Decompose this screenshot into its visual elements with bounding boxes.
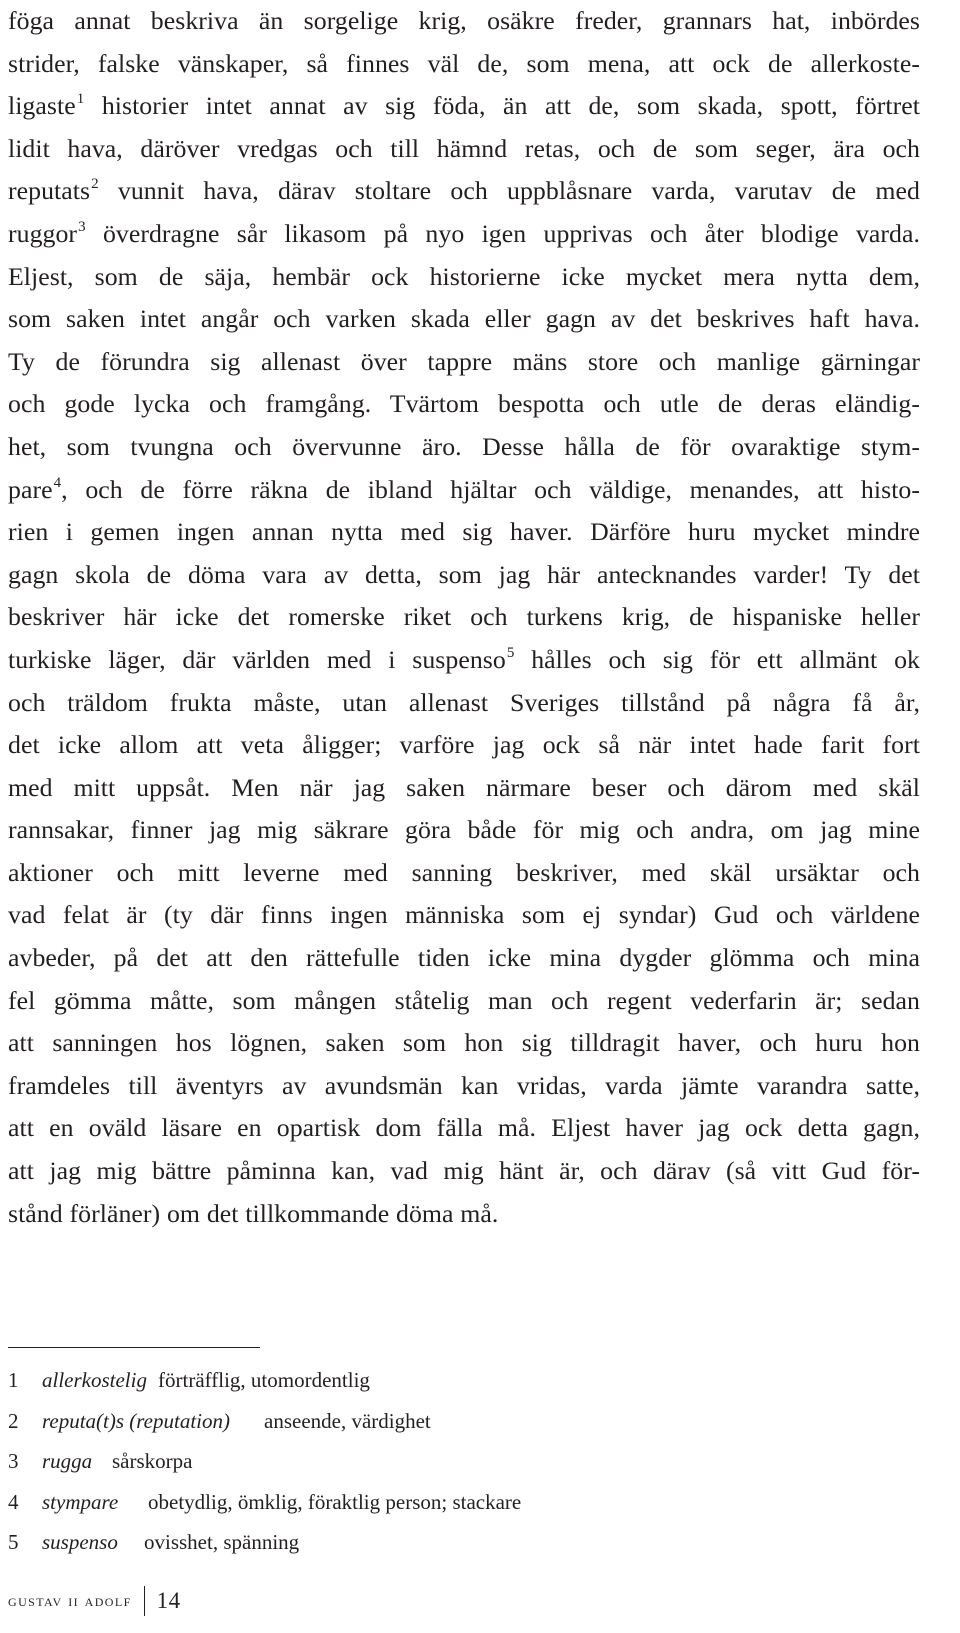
footnotes [8, 1368, 908, 1571]
text-line: het, som tvungna och övervunne äro. Desse hålla de för ovaraktige stym- [8, 431, 920, 461]
text-segment: historier intet annat av sig föda, än att de, som skada, spott, förtret [84, 91, 920, 121]
footnote-number: 4 [8, 1489, 19, 1514]
text-line: att en oväld läsare en opartisk dom fälla må. Eljest haver jag ock detta gagn, [8, 1113, 920, 1143]
text-segment: ligaste [8, 91, 76, 121]
text-line: stånd förläner) om det tillkommande döma må. [8, 1198, 499, 1228]
text-line: att jag mig bättre påminna kan, vad mig hänt är, och därav (så vitt Gud för- [8, 1156, 920, 1186]
footnote-ref: 3 [78, 218, 86, 235]
footnote-term: suspenso [42, 1530, 118, 1554]
footnote-3 [8, 1449, 908, 1490]
footnote-ref: 2 [91, 176, 99, 193]
text-segment: , och de förre räkna de ibland hjältar och väldige, menandes, att histo- [61, 474, 920, 504]
text-line [8, 85, 920, 128]
text-line: som saken intet angår och varken skada eller gagn av det beskrives haft hava. [8, 304, 920, 334]
text-line: Ty de förundra sig allenast över tappre mäns store och manlige gärningar [8, 346, 920, 376]
footnote-number: 1 [8, 1368, 19, 1392]
text-line: beskriver här icke det romerske riket och turkens krig, de hispaniske heller [8, 602, 920, 632]
body-text [8, 0, 920, 1235]
text-line: avbeder, på det att den rättefulle tiden icke mina dygder glömma och mina [8, 943, 920, 973]
text-line [8, 170, 920, 213]
footnote-2 [8, 1409, 908, 1450]
text-line: föga annat beskriva än sorgelige krig, osäkre freder, grannars hat, inbördes [8, 6, 920, 35]
footnote-term: rugga [42, 1449, 93, 1473]
text-segment: reputats [8, 176, 91, 206]
text-line: med mitt uppsåt. Men när jag saken närmare beser och därom med skäl [8, 772, 920, 802]
text-line: rannsakar, finner jag mig säkrare göra både för mig och andra, om jag mine [8, 815, 920, 845]
text-line: strider, falske vänskaper, så finnes väl de, som mena, att ock de allerkoste- [8, 48, 920, 78]
text-segment: hålles och sig för ett allmänt ok [514, 644, 920, 674]
running-title: gustav ii adolf [8, 1591, 132, 1610]
text-line: rien i gemen ingen annan nytta med sig haver. Därföre huru mycket mindre [8, 517, 920, 547]
text-line: och träldom frukta måste, utan allenast Sveriges tillstånd på några få år, [8, 687, 920, 717]
footnote-number: 5 [8, 1530, 19, 1554]
text-line: lidit hava, däröver vredgas och till hämnd retas, och de som seger, ära och [8, 133, 920, 163]
text-line [8, 469, 920, 512]
footnote-number: 3 [8, 1449, 19, 1473]
footnote-4 [8, 1490, 908, 1531]
text-segment: vunnit hava, därav stoltare och uppblåsnare varda, varutav de med [98, 176, 920, 206]
footnote-term: reputa(t)s (reputation) [42, 1408, 230, 1433]
text-line: framdeles till äventyrs av avundsmän kan vridas, varda jämte varandra satte, [8, 1070, 920, 1100]
footer-separator [144, 1586, 145, 1616]
text-line: gagn skola de döma vara av detta, som jag här antecknandes varder! Ty det [8, 559, 920, 589]
text-line [8, 639, 920, 682]
footnote-5 [8, 1530, 908, 1571]
footnote-definition: obetydlig, ömklig, föraktlig person; stackare [148, 1489, 522, 1514]
text-line: vad felat är (ty där finns ingen människa som ej syndar) Gud och världene [8, 900, 920, 930]
footnote-number: 2 [8, 1408, 19, 1433]
text-line: aktioner och mitt leverne med sanning beskriver, med skäl ursäktar och [8, 857, 920, 887]
running-footer [8, 1586, 181, 1616]
footnote-definition: sårskorpa [112, 1449, 193, 1473]
footnote-definition: anseende, värdighet [264, 1408, 431, 1433]
footnote-1 [8, 1368, 908, 1409]
page-number: 14 [156, 1588, 181, 1613]
text-line: och gode lycka och framgång. Tvärtom bespotta och utle de deras eländig- [8, 389, 920, 419]
text-line [8, 213, 920, 256]
footnote-ref: 1 [76, 91, 85, 108]
footnote-term: allerkostelig [42, 1368, 147, 1392]
footnote-definition: förträfflig, utomordentlig [158, 1368, 370, 1392]
text-line: det icke allom att veta åligger; varföre jag ock så när intet hade farit fort [8, 730, 920, 760]
footnote-definition: ovisshet, spänning [144, 1530, 300, 1554]
footnote-term: stympare [42, 1489, 119, 1514]
text-segment: överdragne sår likasom på nyo igen upprivas och åter blodige varda. [85, 218, 920, 248]
text-line: Eljest, som de säja, hembär ock historierne icke mycket mera nytta dem, [8, 261, 920, 291]
footnote-rule [8, 1347, 260, 1348]
text-line: att sanningen hos lögnen, saken som hon sig tilldragit haver, och huru hon [8, 1028, 920, 1058]
footnote-ref: 5 [506, 644, 515, 661]
text-segment: turkiske läger, där världen med i suspenso [8, 644, 506, 674]
text-line: fel gömma måtte, som mången ståtelig man och regent vederfarin är; sedan [8, 985, 920, 1015]
footnote-ref: 4 [53, 474, 62, 491]
text-segment: pare [8, 474, 53, 504]
text-segment: ruggor [8, 218, 78, 248]
